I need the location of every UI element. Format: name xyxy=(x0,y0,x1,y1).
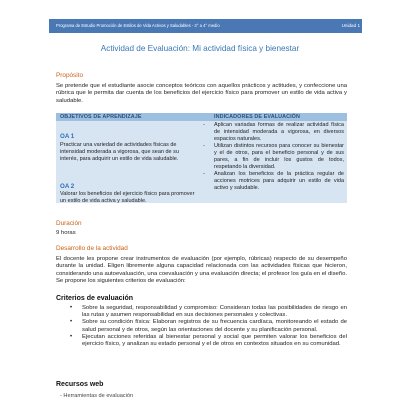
resources-heading: Recursos web xyxy=(56,381,104,388)
indicator-item: - Aplican variadas formas de realizar actividad física de intensidad moderada a vigorosa, en diversos espacios naturales. xyxy=(202,122,344,143)
indicator-item: - Analizan los beneficios de la práctica regular de acciones motrices para adquirir un estilo de vida activo y saludable. xyxy=(202,171,344,192)
development-text: El docente les propone crear instrumentos de evaluación (por ejemplo, rúbricas) respecto de su desempeño durante la unidad. Eligen libremente alguna capacidad relacionada con las actividades físicas que hicieron, considerando una autoevaluación, una coevaluación y una evaluación directa; el profesor los guía en el diseño. Se propone los siguientes criterios de evaluación: xyxy=(56,256,347,284)
unit-label: Unidad 1 xyxy=(341,23,360,28)
purpose-text: Se pretende que el estudiante asocie conceptos teóricos con aquellos prácticos y actitudes, y confeccione una rúbrica que le permita dar cuenta de los beneficios del ejercicio físico para promover un estilo de vida activa y saludable. xyxy=(56,83,347,104)
program-name: Programa de Estudio Promoción de Estilos de Vida Activos y Saludables - 3° a 4° medio xyxy=(56,23,220,28)
objectives-column-header: OBJETIVOS DE APRENDIZAJE xyxy=(60,114,142,120)
indicators-list xyxy=(202,122,344,192)
development-heading: Desarrollo de la actividad xyxy=(56,245,128,252)
criteria-heading: Criterios de evaluación xyxy=(56,295,134,302)
objectives-table xyxy=(56,113,347,203)
purpose-heading: Propósito xyxy=(56,72,83,79)
oa2-text: Valorar los beneficios del ejercicio físico para promover un estilo de vida activa y saludable. xyxy=(60,191,195,204)
indicators-column-header: INDICADORES DE EVALUACIÓN xyxy=(214,114,300,120)
criteria-item: • Sobre su condición física: Elaboran registros de su frecuencia cardíaca, monitoreando el estado de salud personal y de otros, según las orientaciones del docente y su planificación personal. xyxy=(56,319,347,333)
duration-heading: Duración xyxy=(56,220,82,227)
resource-item: - Herramientas de evaluación xyxy=(60,393,134,399)
criteria-item: • Ejecutan acciones referidas al bienestar personal y social que permiten valorar los beneficios del ejercicio físico, y analizan su estado personal y el de otros en contextos situados en su comunidad. xyxy=(56,334,347,348)
oa1-code: OA 1 xyxy=(60,133,75,140)
oa1-text: Practicar una variedad de actividades físicas de intensidad moderada a vigorosa, que sean de su interés, para adquirir un estilo de vida saludable. xyxy=(60,142,179,162)
oa2-code: OA 2 xyxy=(60,183,75,190)
criteria-list xyxy=(56,305,347,348)
criteria-item: • Sobre la seguridad, responsabilidad y compromiso: Consideran todas las posibilidades de riesgo en las rutas y asumen responsabilidad en sus decisiones personales y colectivas. xyxy=(56,305,347,319)
page-title: Actividad de Evaluación: Mi actividad física y bienestar xyxy=(100,44,300,53)
duration-value: 9 horas xyxy=(56,230,76,236)
indicator-item: - Utilizan distintos recursos para conocer su bienestar y el de otros, para el beneficio personal y de sus pares, a fin de incluir los gustos de todos, respetando la diversidad. xyxy=(202,143,344,171)
